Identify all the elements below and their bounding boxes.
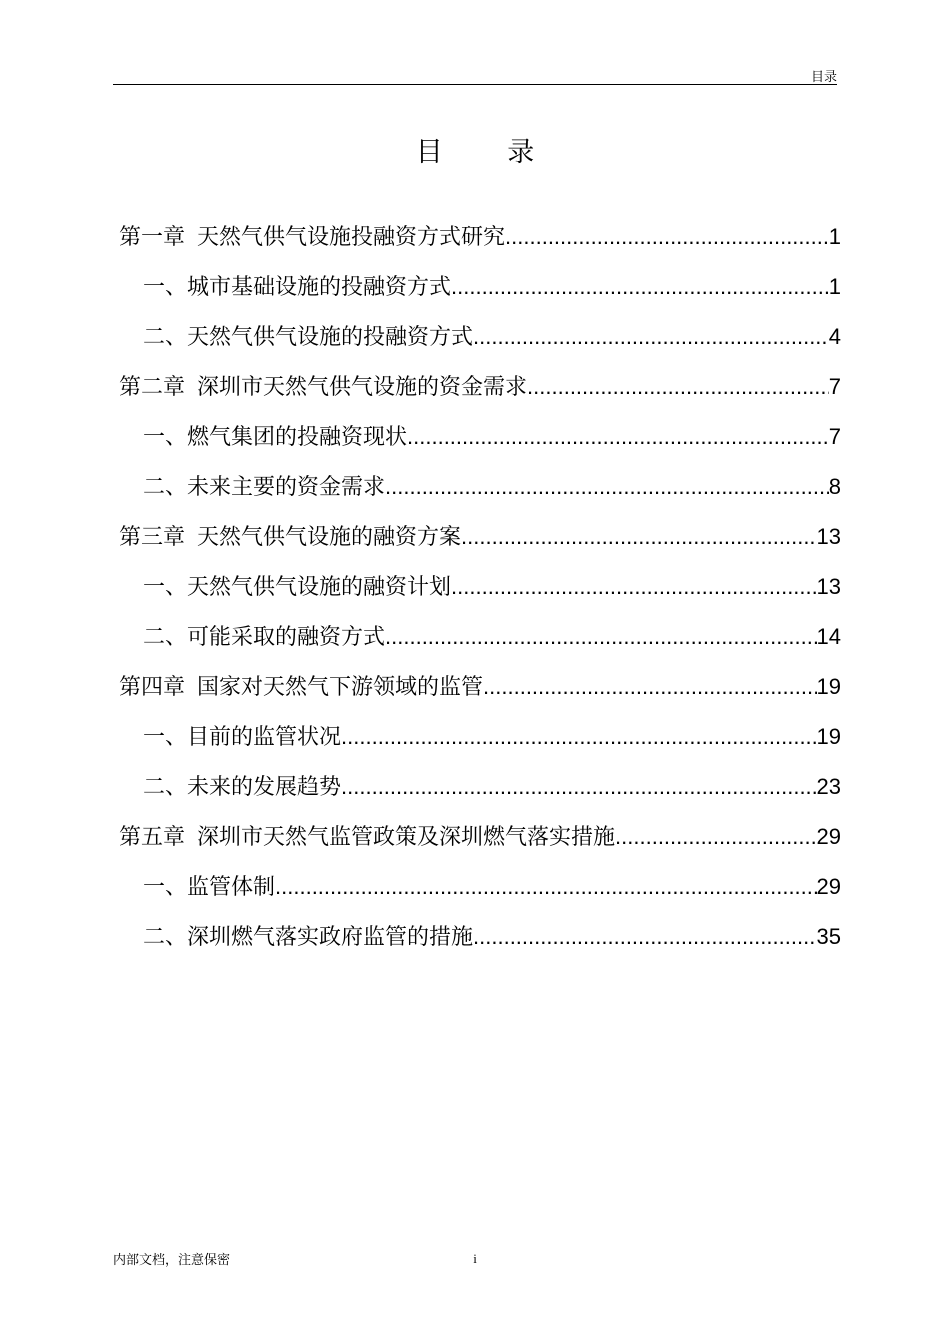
toc-entry-title [119, 370, 527, 406]
toc-dot-leader [527, 369, 829, 405]
toc-chapter-number: 第四章 [119, 675, 186, 700]
confidentiality-note: 内部文档，注意保密 [113, 1253, 231, 1268]
toc-section-entry[interactable] [119, 769, 841, 819]
toc-chapter-number: 第五章 [119, 825, 186, 850]
toc-chapter-number: 第一章 [119, 225, 186, 250]
toc-dot-leader [461, 519, 816, 555]
toc-entry-text: 一、监管体制 [143, 875, 276, 900]
toc-entry-text: 二、可能采取的融资方式 [143, 625, 386, 650]
toc-entry-text: 一、城市基础设施的投融资方式 [143, 275, 452, 300]
toc-page-number: 35 [816, 924, 841, 949]
toc-section-entry[interactable] [119, 719, 841, 769]
toc-entry-title [119, 670, 483, 706]
toc-entry-text: 二、未来主要的资金需求 [143, 475, 386, 500]
page-title: 目 录 [415, 137, 563, 168]
toc-entry-title [143, 770, 341, 806]
toc-entry-title [119, 820, 615, 856]
toc-page-number: 1 [828, 274, 841, 299]
toc-page-number: 7 [828, 424, 841, 449]
toc-chapter-entry[interactable] [119, 819, 841, 869]
header-rule [113, 84, 837, 85]
toc-section-entry[interactable] [119, 919, 841, 969]
toc-entry-text: 天然气供气设施的融资方案 [197, 525, 462, 550]
toc-dot-leader [341, 719, 817, 755]
toc-dot-leader [451, 569, 817, 605]
toc-section-entry[interactable] [119, 319, 841, 369]
toc-entry-text: 国家对天然气下游领域的监管 [197, 675, 484, 700]
toc-entry-title [143, 870, 275, 906]
toc-chapter-entry[interactable] [119, 369, 841, 419]
toc-dot-leader [473, 319, 829, 355]
page-number: i [473, 1251, 477, 1266]
toc-entry-title [143, 470, 385, 506]
toc-entry-text: 一、天然气供气设施的融资计划 [143, 575, 452, 600]
toc-page-number: 29 [816, 874, 841, 899]
table-of-contents [119, 219, 841, 969]
toc-chapter-entry[interactable] [119, 219, 841, 269]
toc-page-number: 29 [816, 824, 841, 849]
toc-entry-text: 一、目前的监管状况 [143, 725, 342, 750]
toc-entry-title [143, 570, 451, 606]
toc-entry-text: 二、深圳燃气落实政府监管的措施 [143, 925, 474, 950]
running-header: 目录 [810, 70, 837, 85]
toc-dot-leader [275, 869, 817, 905]
toc-dot-leader [505, 219, 829, 255]
toc-chapter-entry[interactable] [119, 519, 841, 569]
toc-entry-title [143, 920, 473, 956]
toc-page-number: 23 [816, 774, 841, 799]
toc-page-number: 13 [816, 524, 841, 549]
toc-dot-leader [341, 769, 817, 805]
toc-entry-text: 深圳市天然气监管政策及深圳燃气落实措施 [197, 825, 616, 850]
toc-entry-title [119, 520, 461, 556]
toc-section-entry[interactable] [119, 419, 841, 469]
toc-entry-title [143, 320, 473, 356]
toc-entry-title [119, 220, 505, 256]
toc-section-entry[interactable] [119, 619, 841, 669]
toc-page-number: 19 [816, 674, 841, 699]
toc-entry-title [143, 420, 407, 456]
toc-chapter-number: 第三章 [119, 525, 186, 550]
toc-entry-text: 深圳市天然气供气设施的资金需求 [197, 375, 528, 400]
toc-section-entry[interactable] [119, 269, 841, 319]
toc-chapter-number: 第二章 [119, 375, 186, 400]
toc-entry-title [143, 270, 451, 306]
toc-page-number: 7 [828, 374, 841, 399]
toc-entry-text: 一、燃气集团的投融资现状 [143, 425, 408, 450]
toc-entry-title [143, 620, 385, 656]
toc-entry-text: 二、天然气供气设施的投融资方式 [143, 325, 474, 350]
toc-section-entry[interactable] [119, 869, 841, 919]
toc-dot-leader [385, 469, 829, 505]
toc-dot-leader [407, 419, 829, 455]
toc-dot-leader [483, 669, 816, 705]
toc-entry-text: 二、未来的发展趋势 [143, 775, 342, 800]
toc-entry-text: 天然气供气设施投融资方式研究 [197, 225, 506, 250]
toc-dot-leader [615, 819, 816, 855]
toc-dot-leader [451, 269, 829, 305]
toc-page-number: 14 [816, 624, 841, 649]
toc-page-number: 4 [828, 324, 841, 349]
toc-page-number: 1 [828, 224, 841, 249]
toc-section-entry[interactable] [119, 469, 841, 519]
toc-dot-leader [473, 919, 817, 955]
toc-dot-leader [385, 619, 817, 655]
toc-page-number: 19 [816, 724, 841, 749]
toc-entry-title [143, 720, 341, 756]
toc-page-number: 8 [828, 474, 841, 499]
toc-chapter-entry[interactable] [119, 669, 841, 719]
toc-page-number: 13 [816, 574, 841, 599]
toc-section-entry[interactable] [119, 569, 841, 619]
